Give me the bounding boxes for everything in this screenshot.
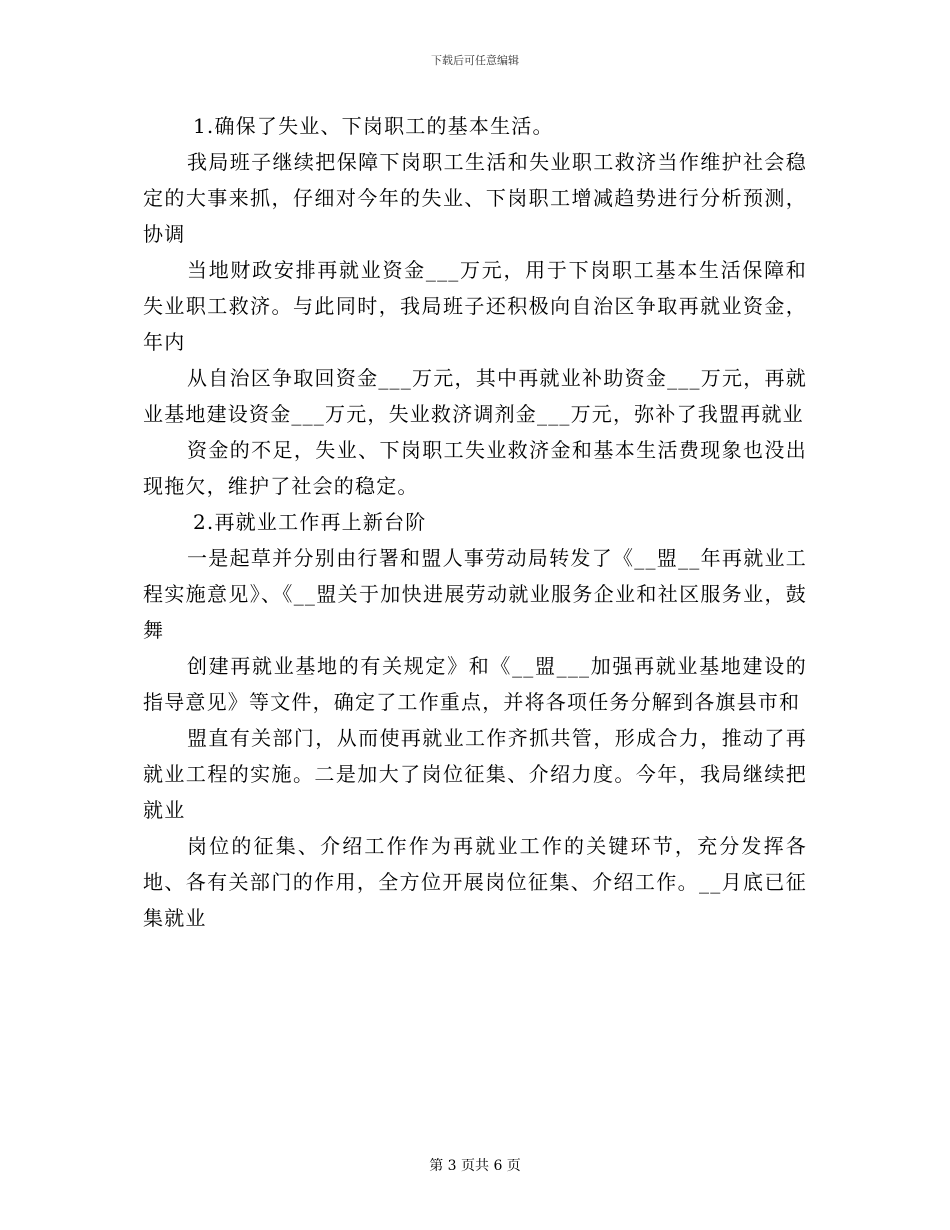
paragraph: 当地财政安排再就业资金___万元，用于下岗职工基本生活保障和失业职工救济。与此同时，我局班子还积极向自治区争取再就业资金，年内 — [143, 258, 807, 354]
section-heading-1: 1.确保了失业、下岗职工的基本生活。 — [193, 114, 554, 138]
paragraph: 岗位的征集、介绍工作作为再就业工作的关键环节，充分发挥各地、各有关部门的作用，全方位开展岗位征集、介绍工作。__月底已征集就业 — [143, 834, 807, 930]
section-heading-2: 2.再就业工作再上新台阶 — [193, 510, 427, 534]
paragraph: 从自治区争取回资金___万元，其中再就业补助资金___万元，再就业基地建设资金___万元，失业救济调剂金___万元，弥补了我盟再就业 — [143, 366, 807, 426]
page-header: 下载后可任意编辑 — [431, 54, 519, 67]
paragraph: 资金的不足，失业、下岗职工失业救济金和基本生活费现象也没出现拖欠，维护了社会的稳定。 — [143, 438, 807, 498]
paragraph: 创建再就业基地的有关规定》和《__盟___加强再就业基地建设的指导意见》等文件，确定了工作重点，并将各项任务分解到各旗县市和 — [143, 654, 807, 714]
page-number-footer: 第 3 页共 6 页 — [429, 1158, 521, 1174]
paragraph: 我局班子继续把保障下岗职工生活和失业职工救济当作维护社会稳定的大事来抓，仔细对今年的失业、下岗职工增减趋势进行分析预测，协调 — [143, 150, 807, 246]
paragraph: 一是起草并分别由行署和盟人事劳动局转发了《__盟__年再就业工程实施意见》、《__盟关于加快进展劳动就业服务企业和社区服务业，鼓舞 — [143, 546, 807, 642]
document-body — [143, 108, 807, 936]
paragraph: 盟直有关部门，从而使再就业工作齐抓共管，形成合力，推动了再就业工程的实施。二是加大了岗位征集、介绍力度。今年，我局继续把就业 — [143, 726, 807, 822]
